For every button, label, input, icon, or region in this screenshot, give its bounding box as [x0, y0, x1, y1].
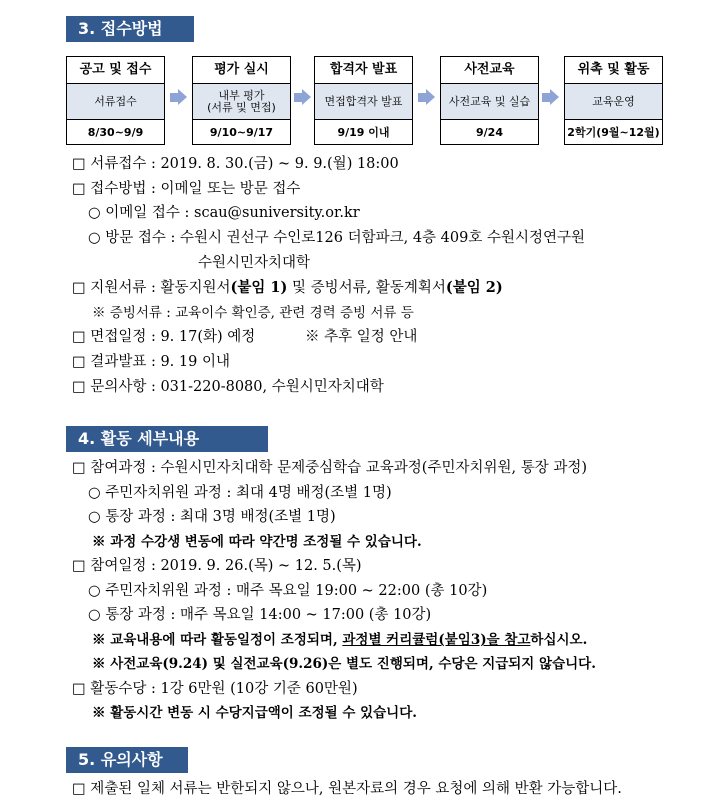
list-item: □ 결과발표 : 9. 19 이내: [72, 354, 230, 370]
note: ※ 추후 일정 안내: [305, 329, 418, 345]
step-title: 위촉 및 활동: [565, 57, 662, 84]
list-item: □ 참여과정 : 수원시민자치대학 문제중심학습 교육과정(주민자치위원, 통장 과정): [72, 460, 587, 476]
step-date: 9/24: [476, 126, 503, 139]
flow-step: [314, 56, 413, 145]
list-item: ○ 통장 과정 : 매주 목요일 14:00 ~ 17:00 (총 10강): [88, 607, 432, 623]
step-desc: 내부 평가 (서류 및 면접): [193, 84, 290, 120]
step-date: 9/19 이내: [337, 126, 390, 139]
step-title: 공고 및 접수: [67, 57, 164, 84]
docs-attachment-2: (붙임 2): [445, 279, 503, 296]
note: [92, 630, 587, 650]
docs-middle: 및 증빙서류, 활동계획서: [287, 280, 446, 296]
step-title: 사전교육: [441, 57, 538, 84]
note-text: ※ 교육내용에 따라 활동일정이 조정되며,: [92, 632, 343, 648]
step-desc: 사전교육 및 실습: [441, 84, 538, 120]
note: ※ 사전교육(9.24) 및 실전교육(9.26)은 별도 진행되며, 수당은 지급되지 않습니다.: [92, 656, 596, 672]
section-4-header: 4. 활동 세부내용: [66, 426, 268, 452]
step-desc: 교육운영: [565, 84, 662, 120]
step-desc: 서류접수: [67, 84, 164, 120]
list-item: □ 활동수당 : 1강 6만원 (10강 기준 60만원): [72, 681, 358, 697]
step-date: 2학기(9월~12월): [567, 126, 660, 139]
note-tail: 하십시오.: [530, 632, 588, 648]
step-title: 평가 실시: [193, 57, 290, 84]
step-desc: 면접합격자 발표: [315, 84, 412, 120]
note: ※ 증빙서류 : 교육이수 확인증, 관련 경력 증빙 서류 등: [92, 305, 414, 321]
list-item: □ 문의사항 : 031-220-8080, 수원시민자치대학: [72, 379, 384, 395]
note: ※ 활동시간 변동 시 수당지급액이 조정될 수 있습니다.: [92, 705, 417, 721]
flow-step: [66, 56, 165, 145]
list-item: □ 참여일정 : 2019. 9. 26.(목) ~ 12. 5.(목): [72, 558, 362, 574]
step-date: 8/30~9/9: [87, 126, 144, 139]
curriculum-reference: 과정별 커리큘럼(붙임3)을 참고: [342, 632, 531, 648]
step-date: 9/10~9/17: [209, 126, 274, 139]
process-flow: [0, 56, 710, 146]
list-item: ○ 방문 접수 : 수원시 권선구 수인로126 더함파크, 4층 409호 수원시정연구원: [88, 230, 585, 246]
docs-attachment-1: (붙임 1): [230, 279, 288, 296]
list-item: ○ 주민자치위원 과정 : 매주 목요일 19:00 ~ 22:00 (총 10강): [88, 583, 488, 599]
flow-step: [192, 56, 291, 145]
list-item: □ 서류접수 : 2019. 8. 30.(금) ~ 9. 9.(월) 18:00: [72, 156, 399, 172]
list-item: ○ 통장 과정 : 최대 3명 배정(조별 1명): [88, 509, 336, 525]
list-item: 수원시민자치대학: [198, 255, 311, 271]
list-item: □ 접수방법 : 이메일 또는 방문 접수: [72, 181, 301, 197]
section-3-header: 3. 접수방법: [66, 16, 194, 42]
list-item: [72, 278, 503, 298]
section-5-header: 5. 유의사항: [66, 747, 188, 773]
list-item: ○ 주민자치위원 과정 : 최대 4명 배정(조별 1명): [88, 485, 392, 501]
note: ※ 과정 수강생 변동에 따라 약간명 조정될 수 있습니다.: [92, 534, 422, 550]
flow-step: [564, 56, 663, 145]
list-item: □ 면접일정 : 9. 17(화) 예정: [72, 329, 256, 345]
list-item: □ 제출된 일체 서류는 반한되지 않으나, 원본자료의 경우 요청에 의해 반환 가능합니다.: [72, 781, 622, 797]
docs-label: □ 지원서류 : 활동지원서: [72, 280, 231, 296]
step-title: 합격자 발표: [315, 57, 412, 84]
list-item: ○ 이메일 접수 : scau@suniversity.or.kr: [88, 205, 360, 221]
flow-step: [440, 56, 539, 145]
